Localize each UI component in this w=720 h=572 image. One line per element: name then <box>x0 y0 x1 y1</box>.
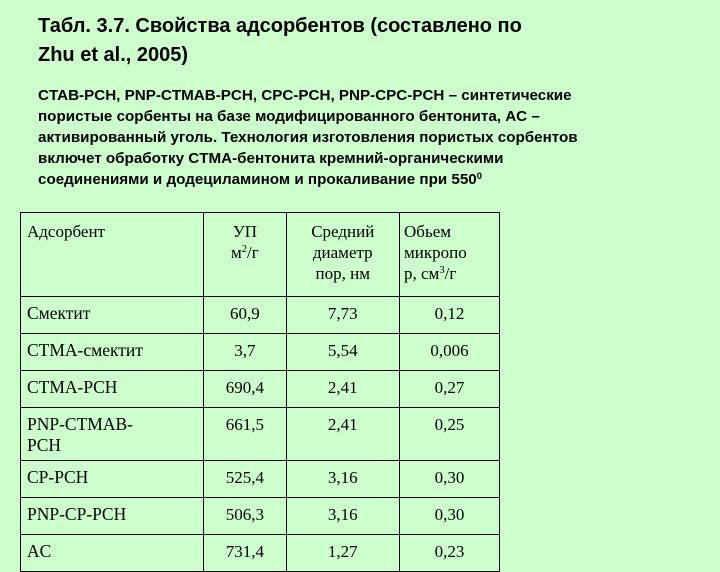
cell-adsorbent: CTMA-PCH <box>21 371 204 408</box>
header-micropore-volume <box>400 213 500 297</box>
note-line-2: пористые сорбенты на базе модифицированного бентонита, AC – <box>38 108 540 125</box>
sa-unit-sup: 2 <box>241 244 248 256</box>
header-pore-line-3: пор, нм <box>315 264 370 283</box>
cell-pore-diameter: 3,16 <box>286 461 400 498</box>
cell-pore-diameter: 2,41 <box>286 371 400 408</box>
note-line-1: CTAB-PCH, PNP-CTMAB-PCH, CPC-PCH, PNP-CPC-PCH – синтетические <box>38 87 572 104</box>
note-line-5 <box>38 169 708 190</box>
sa-unit-base: м <box>231 243 242 262</box>
header-adsorbent <box>21 213 204 297</box>
cell-micropore-volume: 0,25 <box>400 408 500 461</box>
cell-pore-diameter: 2,41 <box>286 408 400 461</box>
cell-micropore-volume: 0,30 <box>400 461 500 498</box>
vol-unit-sup: 3 <box>439 265 445 277</box>
header-pore-diameter <box>286 213 400 297</box>
cell-adsorbent: CP-PCH <box>21 461 204 498</box>
header-pore-line-2: диаметр <box>312 243 373 262</box>
table-row <box>21 371 500 408</box>
cell-surface-area: 60,9 <box>204 297 286 334</box>
note-line-5-text: соединениями и додециламином и прокаливание при 550 <box>38 171 477 188</box>
cell-micropore-volume: 0,12 <box>400 297 500 334</box>
cell-pore-diameter: 7,73 <box>286 297 400 334</box>
header-surface-area <box>204 213 286 297</box>
header-surface-area-unit <box>208 242 281 263</box>
abbreviation-note <box>38 85 708 190</box>
cell-pore-diameter: 3,16 <box>286 498 400 535</box>
table-row <box>21 461 500 498</box>
cell-adsorbent: AC <box>21 535 204 572</box>
cell-micropore-volume: 0,006 <box>400 334 500 371</box>
vol-unit-tail: /г <box>444 264 457 283</box>
degree-superscript: 0 <box>476 169 482 181</box>
vol-unit-base: р, см <box>404 264 440 283</box>
cell-micropore-volume: 0,27 <box>400 371 500 408</box>
adsorbent-properties-table <box>20 212 500 572</box>
note-line-4: включет обработку CTMA-бентонита кремний-органическими <box>38 150 504 167</box>
table-row <box>21 334 500 371</box>
cell-surface-area: 731,4 <box>204 535 286 572</box>
caption-line-1: Табл. 3.7. Свойства адсорбентов (составлено по <box>38 15 522 37</box>
cell-surface-area: 506,3 <box>204 498 286 535</box>
table-row <box>21 408 500 461</box>
cell-micropore-volume: 0,23 <box>400 535 500 572</box>
cell-adsorbent: Смектит <box>21 297 204 334</box>
cell-surface-area: 661,5 <box>204 408 286 461</box>
table-header-row <box>21 213 500 297</box>
table-row <box>21 498 500 535</box>
table-row <box>21 535 500 572</box>
cell-surface-area: 690,4 <box>204 371 286 408</box>
table-row <box>21 297 500 334</box>
caption-line-2: Zhu et al., 2005) <box>38 44 189 66</box>
header-pore-line-1: Средний <box>311 222 375 241</box>
header-vol-line-2: микропо <box>404 243 467 262</box>
cell-adsorbent-line-2: PCH <box>27 435 62 455</box>
header-adsorbent-label: Адсорбент <box>27 222 105 241</box>
cell-surface-area: 525,4 <box>204 461 286 498</box>
header-surface-area-label: УП <box>232 222 258 241</box>
cell-adsorbent: CTMA-смектит <box>21 334 204 371</box>
cell-adsorbent: PNP-CP-PCH <box>21 498 204 535</box>
sa-unit-tail: /г <box>247 243 259 262</box>
cell-pore-diameter: 5,54 <box>286 334 400 371</box>
note-line-3: активированный уголь. Технология изготовления пористых сорбентов <box>38 129 578 146</box>
cell-pore-diameter: 1,27 <box>286 535 400 572</box>
cell-surface-area: 3,7 <box>204 334 286 371</box>
cell-micropore-volume: 0,30 <box>400 498 500 535</box>
table-caption <box>38 12 698 70</box>
cell-adsorbent-line-1: PNP-CTMAB- <box>27 414 133 434</box>
cell-adsorbent <box>21 408 204 461</box>
header-vol-line-3 <box>404 263 495 284</box>
header-vol-line-1: Обьем <box>404 222 451 241</box>
